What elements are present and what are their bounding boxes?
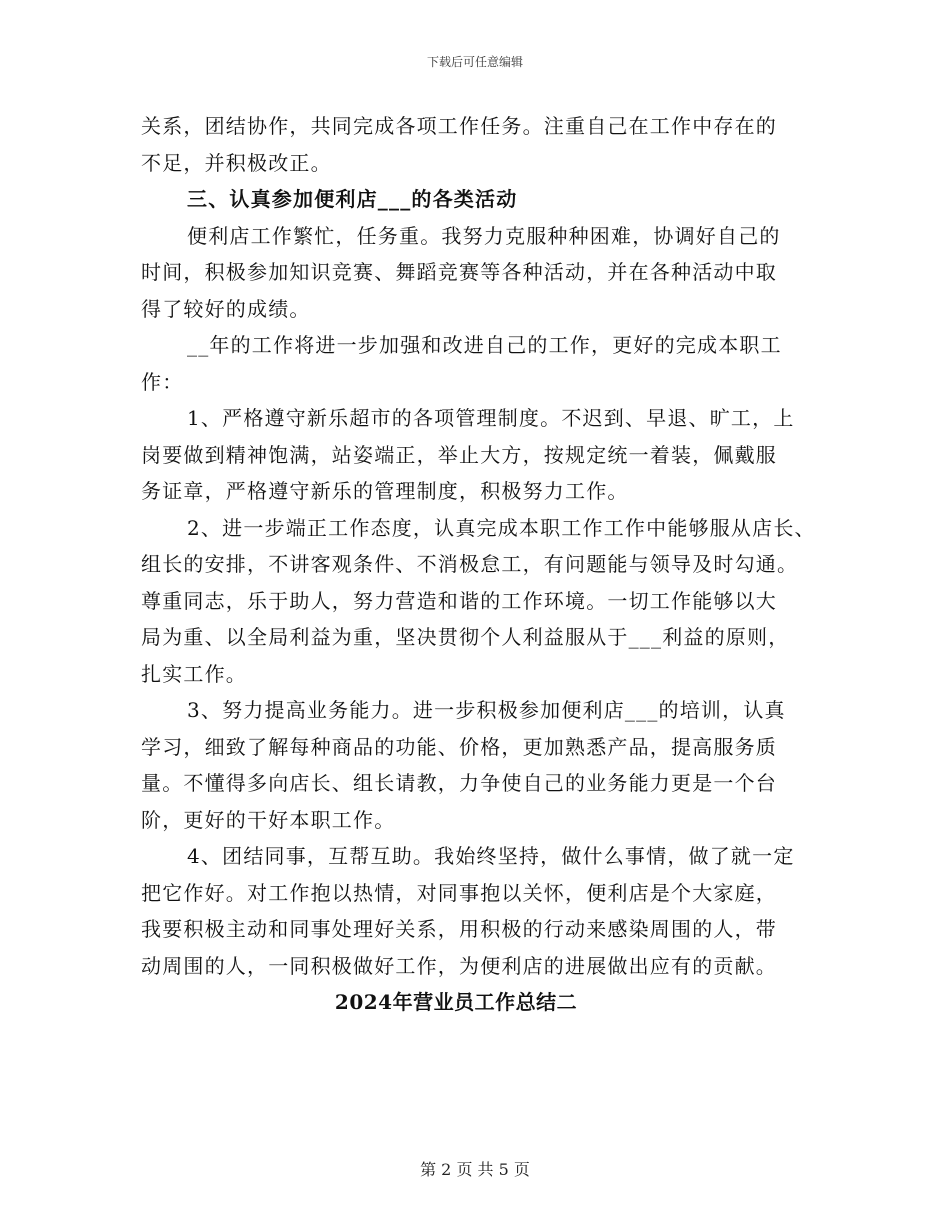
paragraph-line: 便利店工作繁忙，任务重。我努力克服种种困难，协调好自己的	[187, 223, 781, 248]
paragraph-line: 时间，积极参加知识竞赛、舞蹈竞赛等各种活动，并在各种活动中取	[141, 260, 777, 284]
paragraph-line: 不足，并积极改正。	[141, 150, 332, 175]
section-heading: 三、认真参加便利店___的各类活动	[187, 187, 518, 211]
list-item-line: 学习，细致了解每种商品的功能、价格，更加熟悉产品，提高服务质	[141, 734, 777, 759]
list-item-line: 岗要做到精神饱满，站姿端正，举止大方，按规定统一着装，佩戴服	[141, 442, 777, 467]
paragraph-line: __年的工作将进一步加强和改进自己的工作，更好的完成本职工	[187, 333, 782, 357]
list-item-line: 量。不懂得多向店长、组长请教，力争使自己的业务能力更是一个台	[141, 771, 777, 795]
list-item-line: 2、进一步端正工作态度，认真完成本职工作工作中能够服从店长、	[187, 515, 816, 540]
list-item-line: 4、团结同事，互帮互助。我始终坚持，做什么事情，做了就一定	[187, 844, 795, 868]
paragraph-line: 作：	[141, 369, 184, 394]
paragraph-line: 得了较好的成绩。	[141, 296, 311, 321]
page-footer: 第 2 页 共 5 页	[420, 1160, 530, 1179]
list-item-line: 我要积极主动和同事处理好关系，用积极的行动来感染周围的人，带	[141, 917, 777, 941]
page-header: 下载后可任意编辑	[426, 55, 523, 69]
list-item-line: 尊重同志，乐于助人，努力营造和谐的工作环境。一切工作能够以大	[141, 588, 777, 613]
list-item-line: 1、严格遵守新乐超市的各项管理制度。不迟到、早退、旷工，上	[187, 406, 795, 430]
list-item-line: 3、努力提高业务能力。进一步积极参加便利店___的培训，认真	[187, 698, 786, 722]
document-title: 2024年营业员工作总结二	[334, 990, 578, 1014]
list-item-line: 组长的安排，不讲客观条件、不消极怠工，有问题能与领导及时勾通。	[141, 552, 799, 576]
list-item-line: 把它作好。对工作抱以热情，对同事抱以关怀，便利店是个大家庭，	[141, 880, 777, 905]
list-item-line: 阶，更好的干好本职工作。	[141, 807, 396, 832]
list-item-line: 局为重、以全局利益为重，坚决贯彻个人利益服从于___利益的原则，	[141, 625, 790, 649]
list-item-line: 务证章，严格遵守新乐的管理制度，积极努力工作。	[141, 479, 629, 503]
paragraph-line: 关系，团结协作，共同完成各项工作任务。注重自己在工作中存在的	[141, 114, 777, 138]
list-item-line: 扎实工作。	[141, 661, 247, 686]
list-item-line: 动周围的人，一同积极做好工作，为便利店的进展做出应有的贡献。	[141, 953, 777, 978]
document-body	[141, 108, 831, 1021]
